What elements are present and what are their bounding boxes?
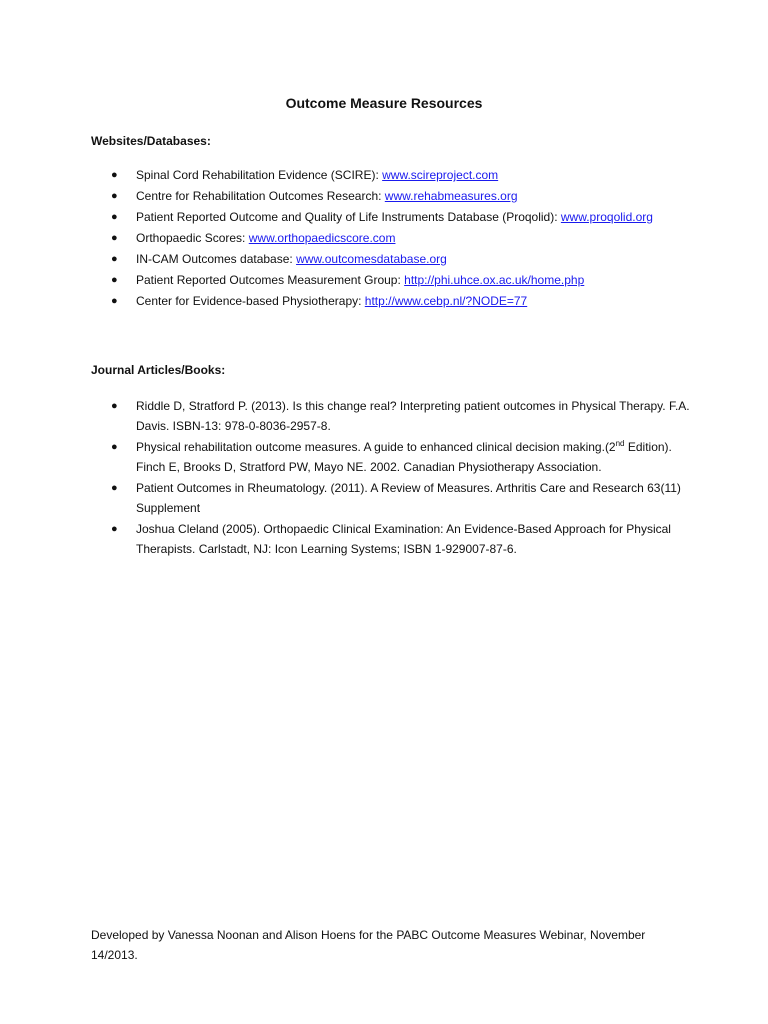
resource-link[interactable]: www.scireproject.com xyxy=(382,168,499,182)
list-item xyxy=(91,291,691,311)
bullet-icon: ● xyxy=(111,441,118,453)
bullet-icon: ● xyxy=(111,400,118,412)
list-item xyxy=(91,519,691,559)
list-item xyxy=(91,165,691,185)
resource-link[interactable]: http://www.cebp.nl/?NODE=77 xyxy=(364,294,528,308)
resource-label: Spinal Cord Rehabilitation Evidence (SCIRE): xyxy=(136,168,383,182)
superscript: nd xyxy=(615,439,625,448)
footer-credit: Developed by Vanessa Noonan and Alison Hoens for the PABC Outcome Measures Webinar, November 14/2013. xyxy=(91,928,646,962)
resource-link[interactable]: www.proqolid.org xyxy=(560,210,653,224)
list-item xyxy=(91,396,691,436)
journals-list xyxy=(91,396,691,560)
reference-text: Joshua Cleland (2005). Orthopaedic Clinical Examination: An Evidence-Based Approach for Physical Therapists. Carlstadt, NJ: Icon Learning Systems; ISBN 1-929007-87-6. xyxy=(136,522,671,556)
bullet-icon: ● xyxy=(111,232,118,244)
resource-label: Patient Reported Outcomes Measurement Group: xyxy=(136,273,405,287)
bullet-icon: ● xyxy=(111,211,118,223)
journals-heading: Journal Articles/Books: xyxy=(91,363,226,377)
list-item xyxy=(91,207,691,227)
resource-link[interactable]: www.outcomesdatabase.org xyxy=(296,252,447,266)
page-title: Outcome Measure Resources xyxy=(285,95,483,111)
resource-link[interactable]: http://phi.uhce.ox.ac.uk/home.php xyxy=(404,273,585,287)
list-item xyxy=(91,186,691,206)
list-item xyxy=(91,437,691,477)
reference-text-continued: Edition). Finch E, Brooks D, Stratford PW, Mayo NE. 2002. Canadian Physiotherapy Association. xyxy=(136,440,672,474)
bullet-icon: ● xyxy=(111,190,118,202)
reference-text: Riddle D, Stratford P. (2013). Is this change real? Interpreting patient outcomes in Physical Therapy. F.A. Davis. ISBN-13: 978-0-8036-2957-8. xyxy=(136,399,690,433)
bullet-icon: ● xyxy=(111,482,118,494)
bullet-icon: ● xyxy=(111,295,118,307)
bullet-icon: ● xyxy=(111,169,118,181)
list-item xyxy=(91,478,691,518)
resource-link[interactable]: www.rehabmeasures.org xyxy=(384,189,518,203)
reference-text: Patient Outcomes in Rheumatology. (2011). A Review of Measures. Arthritis Care and Research 63(11) Supplement xyxy=(136,481,681,515)
list-item xyxy=(91,249,691,269)
resource-label: Orthopaedic Scores: xyxy=(136,231,249,245)
reference-text: Physical rehabilitation outcome measures. A guide to enhanced clinical decision making.(2 xyxy=(136,440,616,454)
resource-label: Patient Reported Outcome and Quality of Life Instruments Database (Proqolid): xyxy=(136,210,561,224)
resource-label: IN-CAM Outcomes database: xyxy=(136,252,297,266)
websites-list xyxy=(91,165,691,312)
list-item xyxy=(91,270,691,290)
resource-link[interactable]: www.orthopaedicscore.com xyxy=(248,231,396,245)
resource-label: Center for Evidence-based Physiotherapy: xyxy=(136,294,365,308)
resource-label: Centre for Rehabilitation Outcomes Research: xyxy=(136,189,385,203)
bullet-icon: ● xyxy=(111,253,118,265)
bullet-icon: ● xyxy=(111,523,118,535)
list-item xyxy=(91,228,691,248)
websites-heading: Websites/Databases: xyxy=(91,134,211,148)
bullet-icon: ● xyxy=(111,274,118,286)
